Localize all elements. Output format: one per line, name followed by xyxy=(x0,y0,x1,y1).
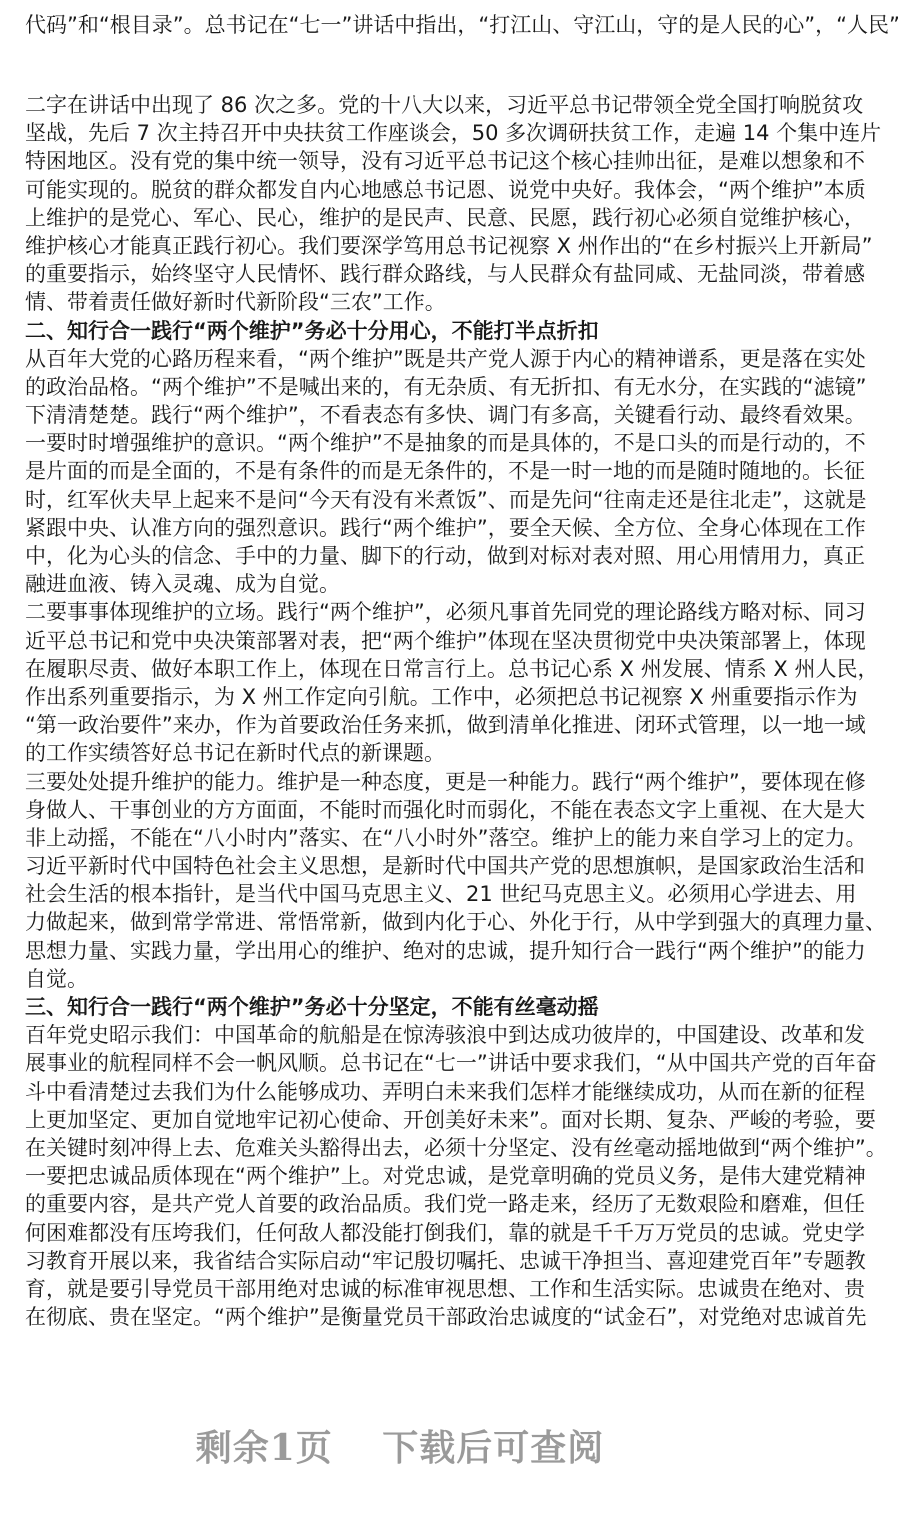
section-heading xyxy=(25,993,777,1021)
text-line: 非上动摇，不能在“八小时内”落实、在“八小时外”落空。维护上的能力来自学习上的定力。 xyxy=(25,825,867,850)
text-line: 力做起来，做到常学常进、常悟常新，做到内化于心、外化于行，从中学到强大的真理力量、 xyxy=(25,910,886,935)
download-prompt[interactable] xyxy=(0,1420,800,1471)
text-line: 可能实现的。脱贫的群众都发自内心地感总书记恩、说党中央好。我体会，“两个维护”本质 xyxy=(25,177,866,202)
text-line: 的重要内容，是共产党人首要的政治品质。我们党一路走来，经历了无数艰险和磨难，但任 xyxy=(25,1192,865,1217)
text-line: 是片面的而是全面的，不是有条件的而是无条件的，不是一时一地的而是随时随地的。长征 xyxy=(25,459,865,484)
text-line: 上维护的是党心、军心、民心，维护的是民声、民意、民愿，践行初心必须自觉维护核心， xyxy=(25,205,865,230)
download-to-view-label[interactable]: 下载后可查阅 xyxy=(382,1427,605,1469)
text-line: 百年党史昭示我们：中国革命的航船是在惊涛骇浪中到达成功彼岸的，中国建设、改革和发 xyxy=(25,1023,865,1048)
text-line: 二字在讲话中出现了 86 次之多。党的十八大以来，习近平总书记带领全党全国打响脱贫攻 xyxy=(25,93,864,117)
text-line: 情、带着责任做好新时代新阶段“三农”工作。 xyxy=(25,290,446,315)
remaining-pages-label[interactable]: 剩余1页 xyxy=(195,1427,333,1469)
text-line: 育，就是要引导党员干部用绝对忠诚的标准审视思想、工作和生活实际。忠诚贵在绝对、贵 xyxy=(25,1276,865,1301)
text-line: 何困难都没有压垮我们，任何敌人都没能打倒我们，靠的就是千千万万党员的忠诚。党史学 xyxy=(25,1220,865,1245)
text-line: 紧跟中央、认准方向的强烈意识。践行“两个维护”，要全天候、全方位、全身心体现在工作 xyxy=(25,515,866,540)
text-line: 特困地区。没有党的集中统一领导，没有习近平总书记这个核心挂帅出征，是难以想象和不 xyxy=(25,149,865,174)
text-line: 一要把忠诚品质体现在“两个维护”上。对党忠诚，是党章明确的党员义务，是伟大建党精神 xyxy=(25,1164,866,1189)
text-line: 近平总书记和党中央决策部署对表，把“两个维护”体现在坚决贯彻党中央决策部署上，体现 xyxy=(25,628,866,653)
text-line: 的政治品格。“两个维护”不是喊出来的，有无杂质、有无折扣、有无水分，在实践的“滤镜” xyxy=(25,374,867,399)
heading-text: 三、知行合一践行“两个维护”务必十分坚定，不能有丝毫动摇 xyxy=(25,995,599,1019)
paragraph xyxy=(25,345,867,430)
paragraph xyxy=(25,91,882,317)
text-line: 身做人、干事创业的方方面面，不能时而强化时而弱化，不能在表态文字上重视、在大是大 xyxy=(25,797,865,822)
text-line: 自觉。 xyxy=(25,966,88,991)
text-line: 的重要指示，始终坚守人民情怀、践行群众路线，与人民群众有盐同咸、无盐同淡，带着感 xyxy=(25,262,865,287)
text-line: 下清清楚楚。践行“两个维护”，不看表态有多快、调门有多高，关键看行动、最终看效果。 xyxy=(25,403,866,428)
text-line: 展事业的航程同样不会一帆风顺。总书记在“七一”讲话中要求我们，“从中国共产党的百年奋 xyxy=(25,1051,877,1076)
text-line: 融进血液、铸入灵魂、成为自觉。 xyxy=(25,572,340,597)
text-line: 在彻底、贵在坚定。“两个维护”是衡量党员干部政治忠诚度的“试金石”，对党绝对忠诚首先 xyxy=(25,1305,867,1330)
section-heading xyxy=(25,317,777,345)
text-line: 从百年大党的心路历程来看，“两个维护”既是共产党人源于内心的精神谱系，更是落在实处 xyxy=(25,346,866,371)
partial-top-line: 代码”和“根目录”。总书记在“七一”讲话中指出，“打江山、守江山，守的是人民的心”，“人民” xyxy=(25,13,900,37)
text-line: 二要事事体现维护的立场。践行“两个维护”，必须凡事首先同党的理论路线方略对标、同习 xyxy=(25,600,866,625)
text-line: 思想力量、实践力量，学出用心的维护、绝对的忠诚，提升知行合一践行“两个维护”的能力 xyxy=(25,938,866,963)
text-line: 三要处处提升维护的能力。维护是一种态度，更是一种能力。践行“两个维护”，要体现在修 xyxy=(25,769,866,794)
text-line: 的工作实绩答好总书记在新时代点的新课题。 xyxy=(25,741,445,766)
text-line: 在履职尽责、做好本职工作上，体现在日常言行上。总书记心系 X 州发展、情系 X 州人民， xyxy=(25,656,879,681)
text-line: 在关键时刻冲得上去、危难关头豁得出去，必须十分坚定、没有丝毫动摇地做到“两个维护”。 xyxy=(25,1135,887,1160)
text-line: 维护核心才能真正践行初心。我们要深学笃用总书记视察 X 州作出的“在乡村振兴上开新局” xyxy=(25,233,873,258)
paragraph xyxy=(25,768,886,994)
text-line: 上更加坚定、更加自觉地牢记初心使命、开创美好未来”。面对长期、复杂、严峻的考验，要 xyxy=(25,1107,876,1132)
paragraph xyxy=(25,598,879,767)
text-line: 社会生活的根本指针，是当代中国马克思主义、21 世纪马克思主义。必须用心学进去、用 xyxy=(25,882,857,907)
text-line: 坚战，先后 7 次主持召开中央扶贫工作座谈会，50 多次调研扶贫工作，走遍 14 个集中连片 xyxy=(25,121,882,146)
paragraph xyxy=(25,1021,887,1162)
text-line: 时，红军伙夫早上起来不是问“今天有没有米煮饭”、而是先问“往南走还是往北走”，这就是 xyxy=(25,487,867,512)
text-line: “第一政治要件”来办，作为首要政治任务来抓，做到清单化推进、闭环式管理，以一地一域 xyxy=(25,713,866,738)
text-line: 习近平新时代中国特色社会主义思想，是新时代中国共产党的思想旗帜，是国家政治生活和 xyxy=(25,854,865,879)
paragraph xyxy=(25,1162,867,1331)
text-line: 中，化为心头的信念、手中的力量、脚下的行动，做到对标对表对照、用心用情用力，真正 xyxy=(25,544,865,568)
document-body xyxy=(25,91,887,1331)
paragraph xyxy=(25,429,867,598)
text-line: 作出系列重要指示，为 X 州工作定向引航。工作中，必须把总书记视察 X 州重要指示作为 xyxy=(25,684,858,709)
text-line: 一要时时增强维护的意识。“两个维护”不是抽象的而是具体的，不是口头的而是行动的，不 xyxy=(25,431,866,456)
text-line: 斗中看清楚过去我们为什么能够成功、弄明白未来我们怎样才能继续成功，从而在新的征程 xyxy=(25,1079,865,1104)
text-line: 习教育开展以来，我省结合实际启动“牢记殷切嘱托、忠诚干净担当、喜迎建党百年”专题教 xyxy=(25,1248,866,1273)
heading-text: 二、知行合一践行“两个维护”务必十分用心，不能打半点折扣 xyxy=(25,318,599,343)
